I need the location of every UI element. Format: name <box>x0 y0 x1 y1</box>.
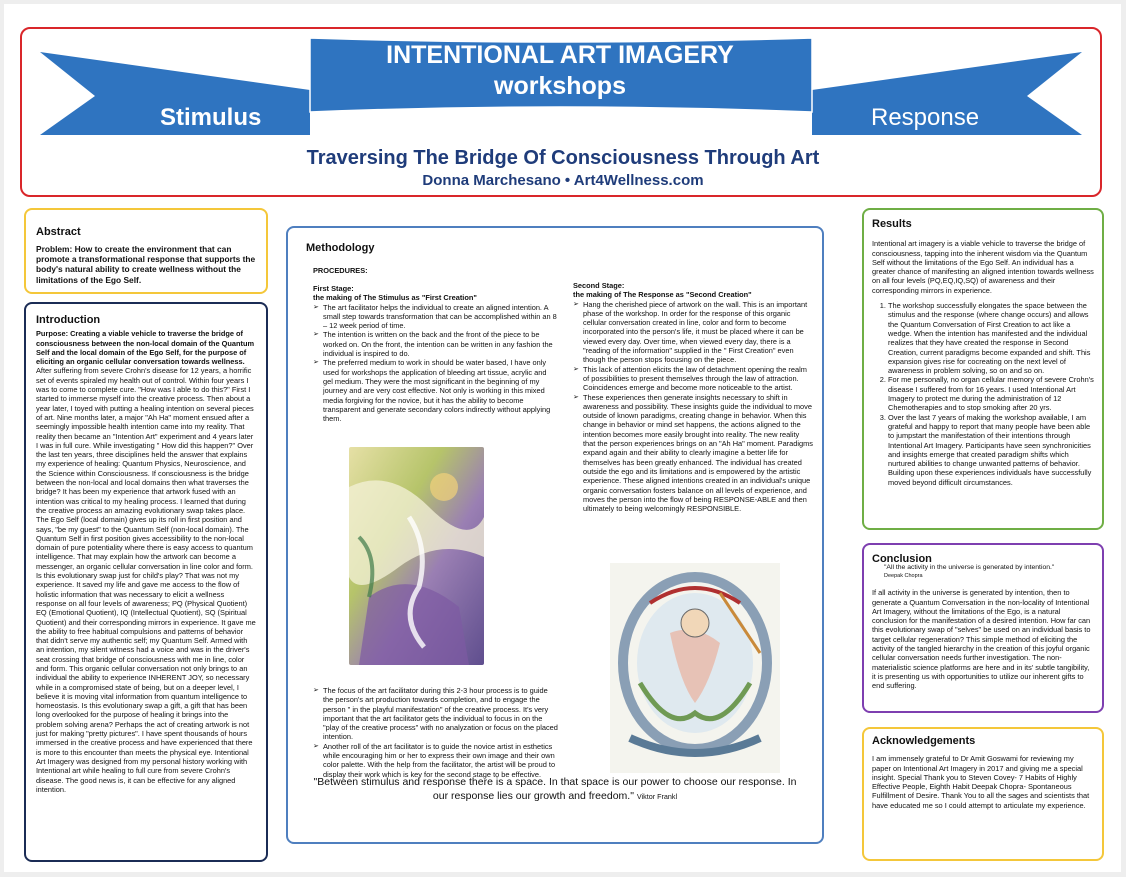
quote-author: Viktor Frankl <box>636 792 678 801</box>
abstract-panel <box>24 208 268 294</box>
procedures-label: PROCEDURES: <box>313 266 368 275</box>
second-stage-column <box>573 281 813 513</box>
acknowledgements-text: I am immensely grateful to Dr Amit Goswami for reviewing my paper on Intentional Art Imagery in 2017 and giving me a special insight. Special Thank you to Steven Covey- 7 Habits of Highly Effective People, Eighth Habit Deepak Chopra- Spontaneous Fulfillment of Desire. Thank You to all the sages and scientists that have educated me so I could attempt to articulate my experience. <box>872 754 1090 810</box>
title-line-2: workshops <box>494 72 626 100</box>
list-item: 3. Over the last 7 years of making the workshop available, I am grateful and happy to report that many people have been able to jumpstart the manifestation of their intentions through Intentional Art Imagery. Participants have seen synchronicities and insights emerge that created paradigm shifts which nurtured abilities to change unwanted patterns of behavior. Building upon these experiences individuals have successfully moved beyond difficult circumstances. <box>888 413 1094 487</box>
acknowledgements-panel <box>862 727 1104 861</box>
stimulus-artwork-image <box>349 447 484 665</box>
list-item: ➢ This lack of attention elicits the law of detachment opening the realm of possibilities to present themselves through the law of attraction. Coincidences emerge and become more noticeable to the artist. <box>583 365 813 393</box>
introduction-purpose: Purpose: Creating a viable vehicle to traverse the bridge of consciousness between the non-local domain of the Quantum Self and the local domain of the Ego Self, for the purpose of eliciting an organic cellular conversation towards wellness. <box>36 329 255 367</box>
first-stage-title: First Stage: <box>313 284 354 293</box>
list-item: ➢ The preferred medium to work in should be water based, I have only used for workshops the application of bleeding art tissue, acrylic and gel medium. They were the most significant in the beginning of my journey and are very cost effective. Not only is working in this mixed media forgiving for the novice, but it has the ability to become transparent and generate secondary colors indirectly without applying them. <box>323 358 558 423</box>
first-stage-column <box>313 284 558 423</box>
author-line: Donna Marchesano • Art4Wellness.com <box>422 172 704 189</box>
introduction-panel <box>24 302 268 862</box>
abstract-text: Problem: How to create the environment that can promote a transformational response that supports the body's natural ability to create wellness without the limitations of the Ego Self. <box>36 244 256 285</box>
first-stage-subtitle: the making of The Stimulus as "First Creation" <box>313 293 477 303</box>
first-stage-lower-list <box>313 686 558 779</box>
results-heading: Results <box>872 218 912 230</box>
frankl-quote <box>305 775 805 804</box>
results-intro: Intentional art imagery is a viable vehicle to traverse the bridge of consciousness, tapping into the inherent wisdom via the Quantum Self without the limitations of the Ego Self. An individual has a greater chance of manifesting an aligned intention towards wellness on all four levels (PQ,EQ,IQ,SQ) of awareness and their corresponding mirrors in experience. <box>872 239 1094 295</box>
list-item: ➢ Another roll of the art facilitator is to guide the novice artist in esthetics while encouraging him or her to express their own image and their own color palette. With the help from the facilitator, the artist will be proud to display their work which is key for the second stage to be effective. <box>323 742 558 779</box>
stimulus-label: Stimulus <box>160 104 262 131</box>
conclusion-heading: Conclusion <box>872 553 932 565</box>
acknowledgements-heading: Acknowledgements <box>872 735 976 747</box>
methodology-heading: Methodology <box>306 242 375 254</box>
results-panel <box>862 208 1104 530</box>
response-artwork-image <box>610 563 780 773</box>
first-stage-list <box>313 303 558 424</box>
poster-subtitle: Traversing The Bridge Of Consciousness Through Art <box>306 147 820 169</box>
list-item: ➢ The focus of the art facilitator during this 2-3 hour process is to guide the person's art production towards completion, and to engage the person " in the playful manifestation" of the creative process. It's very important that the art facilitator gets the individual to focus in on the "play of the creative process" with no analyzation or focus on the placed intention. <box>323 686 558 742</box>
abstract-heading: Abstract <box>36 226 81 238</box>
title-line-1: INTENTIONAL ART IMAGERY <box>386 41 734 69</box>
introduction-body: After suffering from severe Crohn's disease for 12 years, a horrific set of events spiraled my health out of control. Within four years I was to come to complete cure. "How was I able to do this?" First I started to immerse myself into the creative process. Then about a year later, I toyed with putting a healing intention on several pieces of art. Nine months later, a major "Ah Ha" moment ensued after a seemingly impossible health intention came into my reality. That reality then became an "Intention Art" experiment and 4 years later I was in full cure. While investigating " How did this happen?" Over the last ten years, three disciplines held the answer that explains my experience of healing: Quantum Physics, Neuroscience, and the Science within Consciousness. If consciousness is the bridge between the non-local and local domains then what traverses the bridge? It has been my experience that artwork fused with an intention was critical to my healing process. I learned that during the creative process an amazing evolutionary swap takes place. The Ego Self (local domain) gives up its roll in first position and says, "be my guest" to the Quantum Self (non-local domain). The Quantum Self in first position gives accessibility to the non-local domain of pure potentiality where there is easy access to quantum intelligence. That may explain how the artwork can become a messenger, an organic cellular conversation in line color and form. Is this evolutionary swap just for child's play? That was not my experience. It saved my life and gave me access to the flow of holistic information that was necessary to elicit a wellness response on all four levels of awareness; PQ (Physical Quotient) EQ (Emotional Quotient), IQ (Intellectual Quotient), SQ (Spiritual Quotient) and their corresponding mirrors in experience. It gave me the ability to free habitual compulsions and patterns of behavior that didn't serve my authentic self; my Quantum Self. Armed with an intention, my silent witness had a voice and was in the driver's seat crossing that bridge of consciousness with me in line, color and form. This organic cellular conversation not only brings to an individual the ability to experience INHERENT JOY, so necessary while in a compromised state of being, but on a deeper level, I believe it is moving vital information from quantum intelligence to homeostasis. Is this evolutionary swap a gift, a gift that has been long overlooked for the purpose of healing it brings into the problem solving arena? Perhaps the act of creating artwork is not just for making "pretty pictures". I have spent thousands of hours immersed in the creative process and have experienced that there is more to this encounter than meets the physical eye. Intentional Art Imagery was designed from my personal history working with Intentional art while healing to full cure from severe Crohn's disease. The good news is, it can be effective for any aligned intention. <box>36 366 256 794</box>
conclusion-text: If all activity in the universe is generated by intention, then to generate a Quantum Conversation in the non-locality of Intentional Art Imagery, without the limitations of the Ego, is a natural conclusion for the manifestation of a desired intention. How far can this evolutionary swap of "selves" be used on an individual basis to target cellular regeneration? This simple method of eliciting the activity of the tangled hierarchy in the creation of this joyful organic cellular conversation needs further investigation. The non-materialistic science platforms are here and in its' subtle tangibility, it is presenting us with opportunities to utilize our inherent gifts to end suffering. <box>872 588 1091 691</box>
list-item: ➢ Hang the cherished piece of artwork on the wall. This is an important phase of the workshop. In order for the response of this organic cellular conversation created in line, color and form to become incorporated into the person's life, it must be placed where it can be viewed every day. Over time, when viewed every day, there is a "reading of the information" supplied in the " First Creation" even though the person stops focusing on the piece. <box>583 300 813 365</box>
first-stage-lower-column <box>313 686 558 779</box>
conclusion-quote: "All the activity in the universe is generated by intention." <box>884 564 1055 572</box>
response-label: Response <box>871 104 980 131</box>
list-item: ➢ These experiences then generate insights necessary to shift in awareness and possibility. These insights guide the individual to move outside of known paradigms, creating change in behavior. When this change in behavior or mind set happens, the actions aligned to the intention becomes more easily brought into reality. The new reality that the person experiences brings on an "Ah Ha" moment. Paradigms expand again and their ability to clearly imagine a better life for themselves has been greatly enhanced. The individual has created outside the ego and its limitations and is empowered by the artistic experience. These aligned intentions created in an individual's unique organic conversation fosters balance on all levels of experience, and moves the person into the flow of being RESPONSE-ABLE and then ultimately to being welcomingly RESPONSIBLE. <box>583 393 813 514</box>
quote-text: "Between stimulus and response there is a space. In that space is our power to choose our response. In our response lies our growth and freedom." <box>313 776 797 802</box>
conclusion-panel <box>862 543 1104 713</box>
list-item: 1. The workshop successfully elongates the space between the stimulus and the response (where change occurs) and allows the Quantum Conversation of First Creation to act like a wedge. When the intention has manifested and the individual realizes that they have created the response in Second Creation, current paradigms become expanded and shift. This expansion gives rise for cocreating on the next level of awareness in problem solving, so on and so on. <box>888 301 1094 375</box>
second-stage-list <box>573 300 813 514</box>
results-list <box>872 301 1094 487</box>
second-stage-subtitle: the making of The Response as "Second Creation" <box>573 290 752 300</box>
list-item: ➢ The art facilitator helps the individual to create an aligned intention. A small step towards transformation that can be accomplished within an 8 – 12 week period of time. <box>323 303 558 331</box>
conclusion-quote-author: Deepak Chopra <box>884 573 923 580</box>
second-stage-title: Second Stage: <box>573 281 625 290</box>
list-item: 2. For me personally, no organ cellular memory of severe Crohn's disease I suffered from for 16 years. I used Intentional Art Imagery to protect me during the administration of 12 Chemotherapies and to stop smoking after 20 yrs. <box>888 375 1094 412</box>
chopra-quote <box>884 564 1094 580</box>
list-item: ➢ The intention is written on the back and the front of the piece to be worked on. On the front, the intention can be written in any fashion the individual is inspired to do. <box>323 330 558 358</box>
introduction-heading: Introduction <box>36 314 101 326</box>
banner-title <box>310 40 810 102</box>
